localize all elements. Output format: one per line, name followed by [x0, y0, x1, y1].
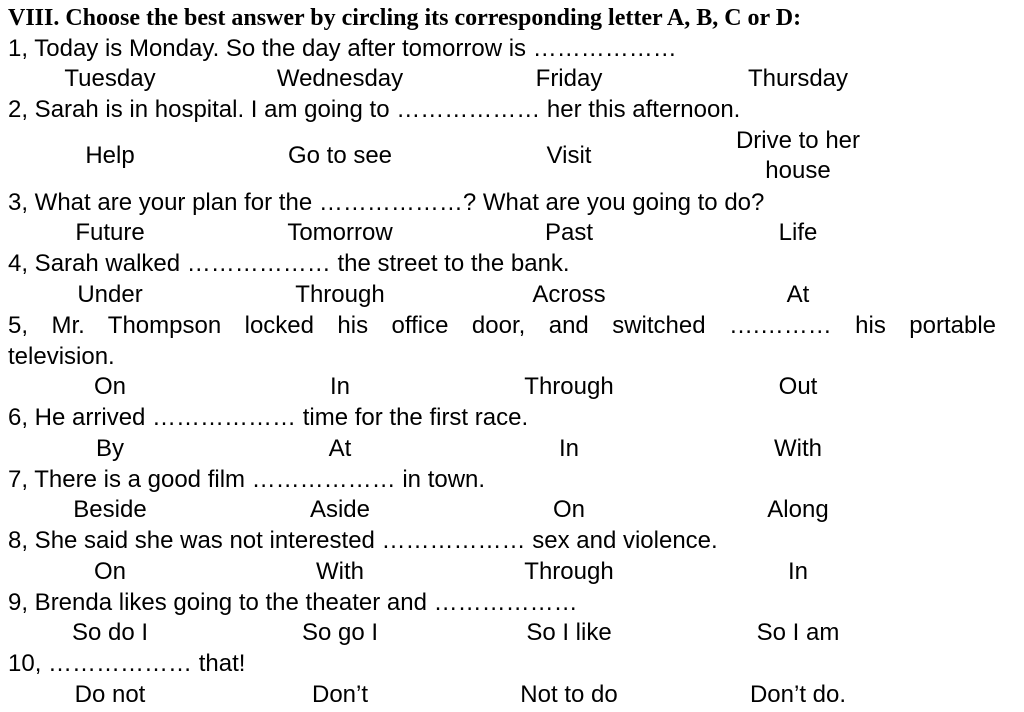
question-1-option-d[interactable]: Thursday: [747, 65, 849, 92]
question-2-option-d[interactable]: Drive to her house: [735, 127, 861, 184]
question-6-option-c[interactable]: In: [558, 435, 579, 462]
question-1-option-a[interactable]: Tuesday: [64, 65, 156, 92]
question-7-option-b[interactable]: Aside: [309, 496, 371, 523]
question-2-option-a[interactable]: Help: [85, 142, 135, 169]
exercise-title: VIII. Choose the best answer by circling its corresponding letter A, B, C or D:: [8, 5, 802, 31]
question-10-option-b[interactable]: Don’t: [311, 681, 369, 708]
question-3-option-a[interactable]: Future: [75, 219, 145, 246]
question-4-option-d[interactable]: At: [786, 281, 810, 308]
question-10-option-a[interactable]: Do not: [74, 681, 146, 708]
question-8-option-a[interactable]: On: [93, 558, 126, 585]
question-7-option-a[interactable]: Beside: [73, 496, 147, 523]
question-9: 9, Brenda likes going to the theater and ………………: [8, 589, 578, 616]
question-10-option-d[interactable]: Don’t do.: [749, 681, 847, 708]
question-2-option-c[interactable]: Visit: [546, 142, 592, 169]
question-6: 6, He arrived ……………… time for the first race.: [8, 404, 529, 431]
question-1-option-b[interactable]: Wednesday: [276, 65, 404, 92]
question-5-option-a[interactable]: On: [93, 373, 126, 400]
question-4-option-a[interactable]: Under: [77, 281, 143, 308]
question-5-option-c[interactable]: Through: [524, 373, 614, 400]
question-3: 3, What are your plan for the ………………? What are you going to do?: [8, 189, 765, 216]
question-9-option-a[interactable]: So do I: [71, 619, 149, 646]
question-3-option-b[interactable]: Tomorrow: [287, 219, 393, 246]
question-4-option-b[interactable]: Through: [295, 281, 385, 308]
question-9-option-c[interactable]: So I like: [526, 619, 612, 646]
question-8-option-d[interactable]: In: [787, 558, 808, 585]
question-8: 8, She said she was not interested ……………… sex and violence.: [8, 527, 718, 554]
question-2: 2, Sarah is in hospital. I am going to ……………… her this afternoon.: [8, 96, 741, 123]
question-10: 10, ……………… that!: [8, 650, 246, 677]
question-4: 4, Sarah walked ……………… the street to the bank.: [8, 250, 570, 277]
question-7-option-c[interactable]: On: [552, 496, 585, 523]
question-5-option-b[interactable]: In: [329, 373, 350, 400]
question-4-option-c[interactable]: Across: [532, 281, 606, 308]
question-2-option-b[interactable]: Go to see: [287, 142, 393, 169]
question-6-option-a[interactable]: By: [95, 435, 124, 462]
question-6-option-b[interactable]: At: [328, 435, 352, 462]
question-6-option-d[interactable]: With: [774, 435, 822, 462]
question-3-option-d[interactable]: Life: [778, 219, 818, 246]
question-8-option-c[interactable]: Through: [524, 558, 614, 585]
question-5-line-2: television.: [8, 343, 115, 370]
question-1: 1, Today is Monday. So the day after tomorrow is ………………: [8, 35, 677, 62]
question-10-option-c[interactable]: Not to do: [520, 681, 618, 708]
question-3-option-c[interactable]: Past: [544, 219, 594, 246]
question-5-line-1: 5, Mr. Thompson locked his office door, and switched ….……… his portable: [8, 312, 996, 339]
question-8-option-b[interactable]: With: [316, 558, 364, 585]
question-5-option-d[interactable]: Out: [778, 373, 818, 400]
question-7: 7, There is a good film ……………… in town.: [8, 466, 486, 493]
question-7-option-d[interactable]: Along: [767, 496, 829, 523]
question-9-option-b[interactable]: So go I: [301, 619, 379, 646]
question-1-option-c[interactable]: Friday: [535, 65, 603, 92]
question-9-option-d[interactable]: So I am: [756, 619, 840, 646]
